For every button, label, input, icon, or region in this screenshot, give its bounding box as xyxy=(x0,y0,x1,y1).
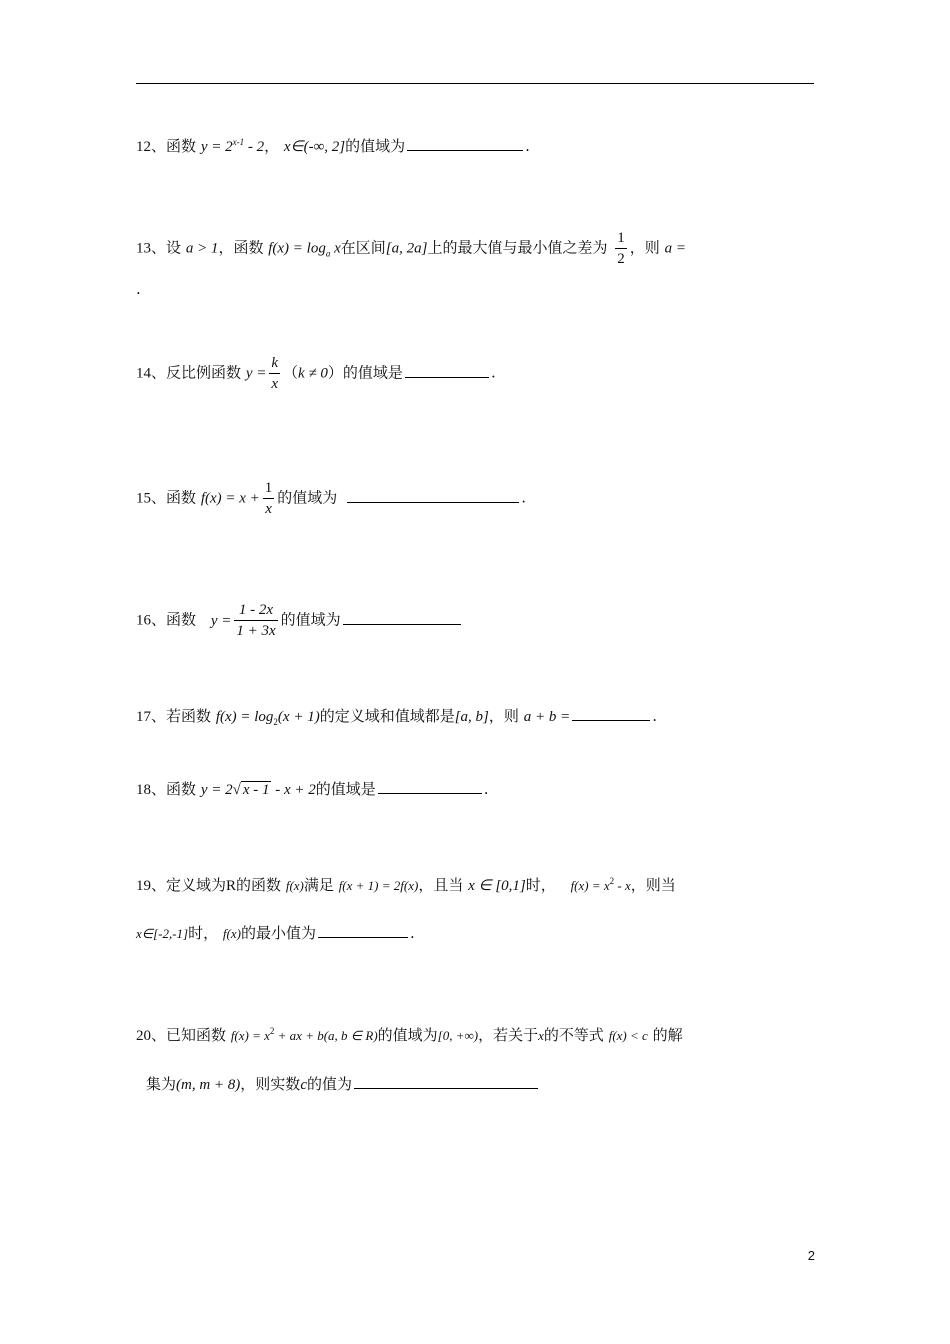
question-text: 若函数 xyxy=(166,707,212,725)
question-text: 时， xyxy=(188,924,219,942)
math-expression: f(x) = x xyxy=(230,1028,270,1043)
math-expression: a > 1 xyxy=(185,240,219,257)
question-text: （ xyxy=(283,363,299,382)
math-expression: x∈(-∞, 2] xyxy=(283,139,346,155)
question-number: 12、 xyxy=(136,139,167,155)
question-14 xyxy=(136,353,496,394)
question-text: 满足 xyxy=(303,876,334,894)
question-text: 函数 xyxy=(166,610,197,629)
question-text: 在区间 xyxy=(340,238,386,257)
fraction-numerator: 1 xyxy=(617,230,625,246)
fraction xyxy=(269,353,280,394)
question-end: . xyxy=(409,924,415,942)
question-text: 反比例函数 xyxy=(166,363,242,382)
math-expression: (x + 1) xyxy=(277,709,320,725)
question-text: 的值域为 xyxy=(377,1026,438,1044)
fraction-denominator: x xyxy=(269,373,280,394)
math-expression: a = xyxy=(664,240,686,257)
question-text: ，且当 xyxy=(418,876,464,894)
math-expression: y = xyxy=(245,365,267,382)
math-expression: f(x) < c xyxy=(608,1028,648,1043)
question-text: ，函数 xyxy=(218,238,264,257)
answer-blank[interactable] xyxy=(405,376,489,378)
question-text: ，若关于 xyxy=(478,1026,539,1044)
question-text: 集为 xyxy=(146,1075,177,1093)
answer-blank[interactable] xyxy=(318,936,408,938)
header-rule xyxy=(136,83,814,84)
question-19-line2 xyxy=(136,922,415,943)
math-expression: (m, m + 8) xyxy=(176,1077,241,1093)
question-number: 13、 xyxy=(136,240,167,257)
question-13 xyxy=(136,228,686,269)
question-end: . xyxy=(521,488,527,507)
math-expression: - x + 2 xyxy=(271,782,316,798)
math-superscript: 2 xyxy=(609,876,615,886)
fraction-numerator: 1 xyxy=(264,480,273,496)
question-text: 的不等式 xyxy=(543,1026,604,1044)
question-text: ， xyxy=(264,137,280,155)
math-expression: [a, 2a] xyxy=(385,240,428,257)
answer-blank[interactable] xyxy=(347,501,519,503)
fraction-denominator: 1 + 3x xyxy=(234,620,277,641)
math-superscript: 2 xyxy=(269,1026,275,1036)
question-text: 定义域为 xyxy=(166,876,227,894)
question-text: 的值为 xyxy=(306,1075,352,1093)
question-number: 14、 xyxy=(136,365,167,382)
fraction xyxy=(234,600,277,641)
question-end: . xyxy=(525,137,530,155)
fraction-denominator: 2 xyxy=(615,248,627,269)
question-end: . xyxy=(136,280,141,298)
math-expression: a + b = xyxy=(523,709,571,725)
math-expression: x xyxy=(330,240,341,257)
question-20 xyxy=(136,1024,683,1045)
question-19 xyxy=(136,874,676,895)
fraction-numerator: k xyxy=(271,355,279,371)
fraction xyxy=(263,478,275,519)
math-expression: - 2 xyxy=(244,139,265,155)
question-end: . xyxy=(483,780,489,798)
math-expression: f(x) = log xyxy=(268,240,326,257)
answer-blank[interactable] xyxy=(378,792,482,794)
question-text: 的定义域和值域都是 xyxy=(319,707,455,725)
answer-blank[interactable] xyxy=(343,623,461,625)
question-text: 已知函数 xyxy=(166,1026,227,1044)
question-text: ，则 xyxy=(629,238,660,257)
question-20-line2 xyxy=(146,1073,540,1094)
sqrt-radicand: x - 1 xyxy=(242,782,270,798)
question-13-end xyxy=(136,280,141,298)
math-expression: x∈[-2,-1] xyxy=(136,926,189,941)
math-expression: f(x + 1) = 2f(x) xyxy=(338,878,419,893)
question-text: ，则实数 xyxy=(240,1075,301,1093)
question-number: 17、 xyxy=(136,709,167,725)
question-text: ）的值域是 xyxy=(327,363,403,382)
question-16 xyxy=(136,600,463,641)
question-text: 的值域为 xyxy=(280,610,341,629)
sqrt-sign: √ xyxy=(232,782,241,798)
fraction-numerator: 1 - 2x xyxy=(238,602,274,618)
question-number: 16、 xyxy=(136,612,167,629)
math-expression: f(x) xyxy=(222,926,241,941)
math-expression: - x xyxy=(614,878,631,893)
question-text: 设 xyxy=(166,238,182,257)
question-15 xyxy=(136,478,526,519)
math-expression: R xyxy=(226,878,237,894)
question-text: 的解 xyxy=(652,1026,683,1044)
math-expression: k ≠ 0 xyxy=(298,365,328,382)
answer-blank[interactable] xyxy=(407,149,523,151)
question-number: 19、 xyxy=(136,878,167,894)
math-expression: + ax + b(a, b ∈ R) xyxy=(274,1028,378,1043)
page-number: 2 xyxy=(807,1248,815,1263)
question-text: 函数 xyxy=(166,137,197,155)
math-subscript: 2 xyxy=(273,717,278,727)
question-end: . xyxy=(490,363,496,382)
math-expression: [a, b] xyxy=(454,709,489,725)
question-17 xyxy=(136,705,657,727)
question-text: 时， xyxy=(525,876,556,894)
math-expression: x ∈ [0,1] xyxy=(468,878,526,894)
math-expression: y = xyxy=(210,612,232,629)
question-number: 18、 xyxy=(136,782,167,798)
question-text: 的函数 xyxy=(236,876,282,894)
question-text: ，则 xyxy=(488,707,519,725)
question-end: . xyxy=(652,707,657,725)
question-text: 的最小值为 xyxy=(240,924,316,942)
answer-blank[interactable] xyxy=(354,1087,538,1089)
question-text: 上的最大值与最小值之差为 xyxy=(427,238,608,257)
fraction xyxy=(615,228,627,269)
question-text: 函数 xyxy=(166,488,197,507)
question-number: 20、 xyxy=(136,1028,167,1044)
math-expression: y = 2 xyxy=(200,139,233,155)
math-subscript: a xyxy=(325,248,331,259)
math-expression: c xyxy=(300,1077,307,1093)
question-12 xyxy=(136,135,530,156)
math-superscript: x-1 xyxy=(232,137,245,147)
math-expression: f(x) xyxy=(285,878,304,893)
math-expression: x xyxy=(538,1028,544,1043)
math-expression: y = 2 xyxy=(200,782,233,798)
math-expression: f(x) = x + xyxy=(200,490,260,507)
question-18 xyxy=(136,778,489,799)
math-expression: f(x) = log xyxy=(215,709,274,725)
answer-blank[interactable] xyxy=(572,719,650,721)
question-text: 的值域是 xyxy=(315,780,376,798)
question-number: 15、 xyxy=(136,490,167,507)
math-expression: [0, +∞) xyxy=(437,1028,479,1043)
fraction-denominator: x xyxy=(263,498,275,519)
question-text: ，则当 xyxy=(630,876,676,894)
question-text: 函数 xyxy=(166,780,197,798)
question-text: 的值域为 xyxy=(277,488,338,507)
math-expression: f(x) = x xyxy=(570,878,610,893)
question-text: 的值域为 xyxy=(345,137,406,155)
